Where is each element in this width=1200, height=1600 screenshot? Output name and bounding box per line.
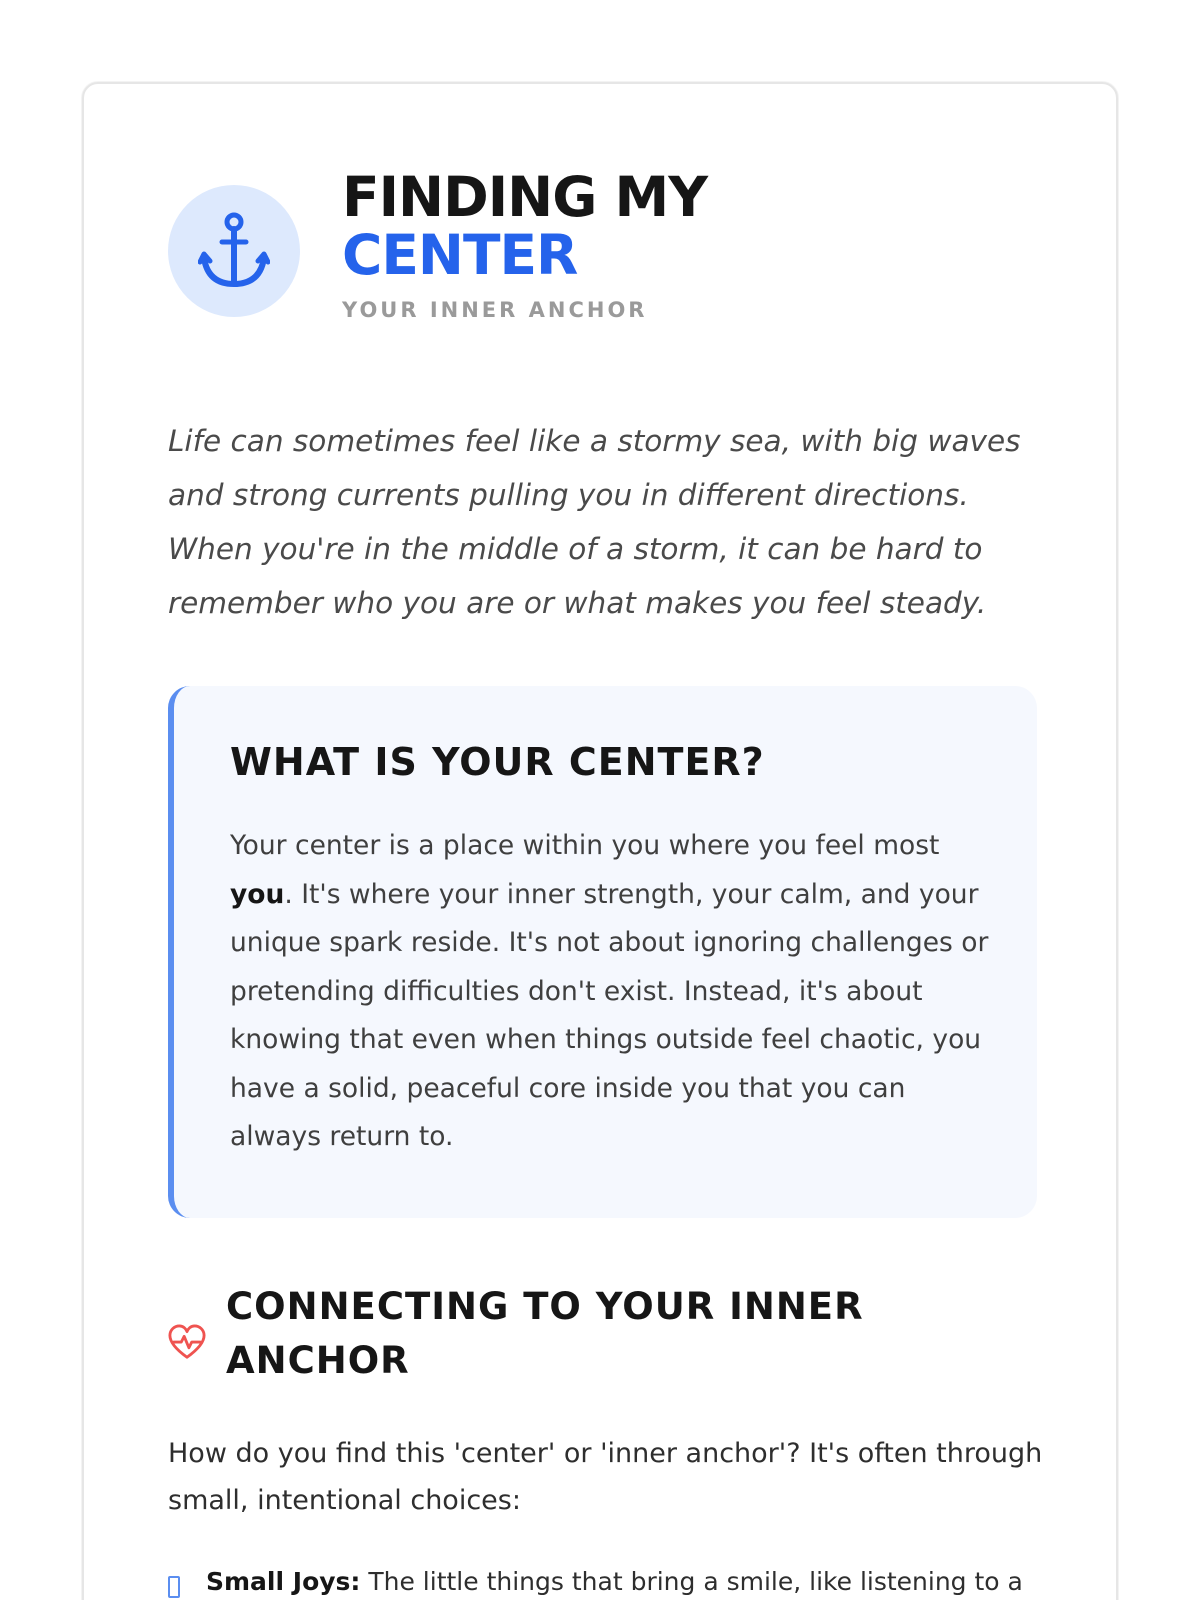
- list-bullet-icon: [168, 1576, 180, 1598]
- section-heading: [168, 1280, 1048, 1400]
- intro-paragraph: Life can sometimes feel like a stormy sea, with big waves and strong currents pulling you in different directions. When you're in the middle of a storm, it can be hard to remember who you are or what makes you feel steady.: [168, 424, 1021, 620]
- page-header: [168, 165, 1048, 338]
- anchor-icon-badge: [168, 185, 300, 317]
- callout-title: WHAT IS YOUR CENTER?: [230, 740, 765, 784]
- section-title: CONNECTING TO YOUR INNER ANCHOR: [226, 1285, 864, 1382]
- list-item-description: The little things that bring a smile, like listening to a: [360, 1567, 1023, 1596]
- callout-body: [230, 822, 990, 1162]
- page-title-line2: CENTER: [342, 223, 578, 287]
- title-block: [342, 165, 708, 322]
- callout-body-end: . It's where your inner strength, your calm, and your unique spark reside. It's not about ignoring challenges or pretending difficulties don't exist. Instead, it's about knowing that even when things outside feel chaotic, you have a solid, peaceful core inside you that you can always return to.: [230, 878, 989, 1152]
- callout-body-start: Your center is a place within you where you feel most: [230, 830, 940, 861]
- page-subtitle: YOUR INNER ANCHOR: [342, 298, 648, 322]
- callout-box: [168, 686, 1037, 1218]
- list-item-label: Small Joys:: [206, 1567, 361, 1596]
- section-intro: How do you find this 'center' or 'inner anchor'? It's often through small, intentional choices:: [168, 1438, 1043, 1516]
- callout-body-emphasis: you: [230, 878, 285, 910]
- heart-pulse-icon: [168, 1324, 206, 1362]
- list-item-text: [206, 1562, 1046, 1600]
- page-title-line1: FINDING MY: [342, 165, 708, 229]
- anchor-icon: [198, 212, 270, 290]
